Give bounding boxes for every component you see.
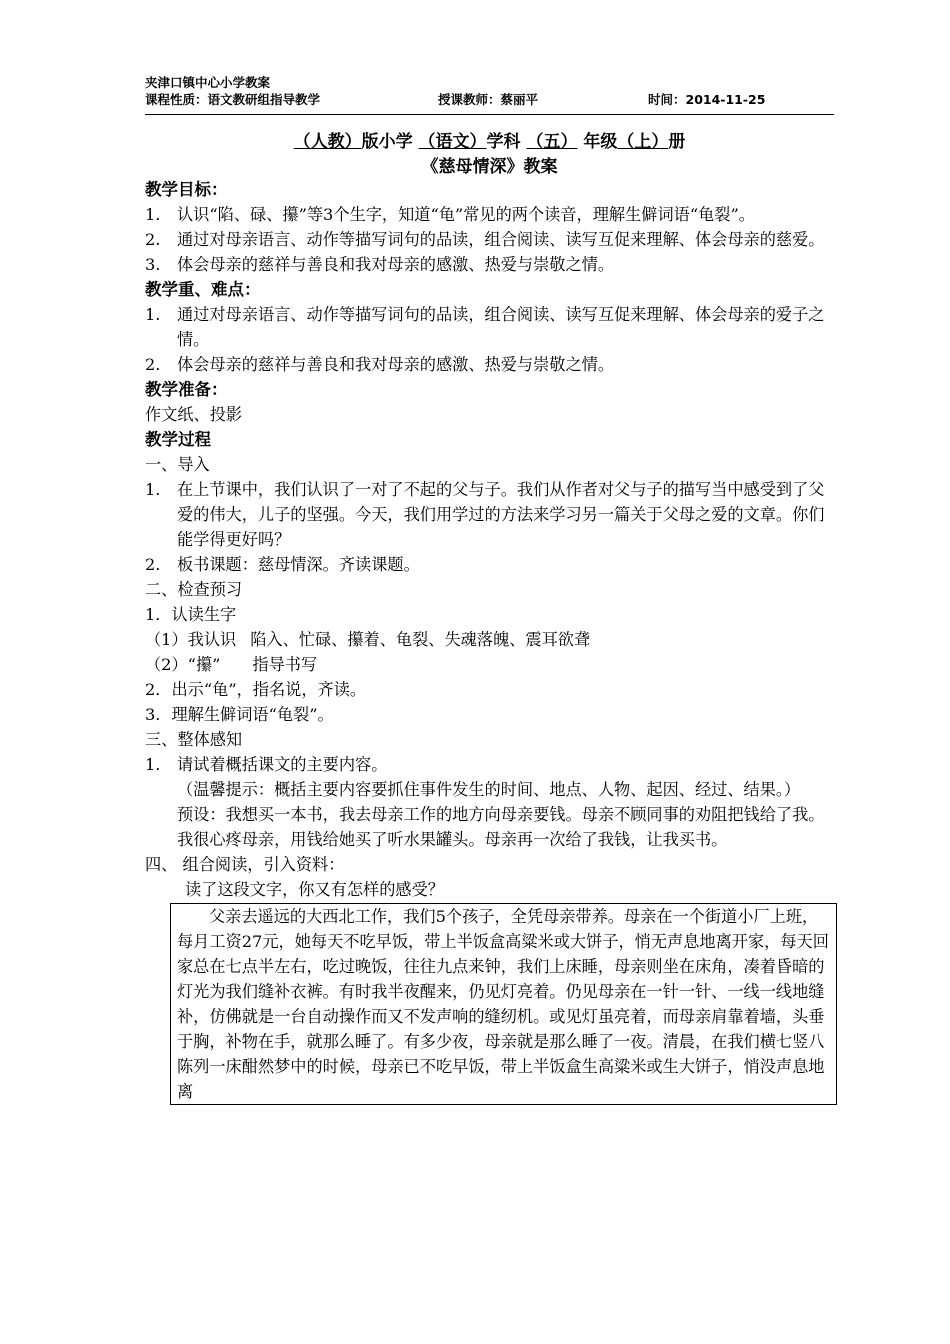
teacher-name: 授课教师：蔡丽平 <box>438 92 539 107</box>
preparation-text: 作文纸、投影 <box>145 405 243 424</box>
course-nature: 课程性质：语文教研组指导教学 <box>145 92 321 107</box>
preview-sub-2: 2．出示“龟”，指名说，齐读。 <box>145 680 367 699</box>
goal-item: 2. 通过对母亲语言、动作等描写词句的品读，组合阅读、读写互促来理解、体会母亲的慈爱。 <box>145 230 825 249</box>
overview-tip: （温馨提示：概括主要内容要抓住事件发生的时间、地点、人物、起因、经过、结果。） <box>177 780 801 799</box>
key-point-item: 1. 通过对母亲语言、动作等描写词句的品读，组合阅读、读写互促来理解、体会母亲的爱子之情。 <box>145 305 825 349</box>
goal-item: 3. 体会母亲的慈祥与善良和我对母亲的感激、热爱与崇敬之情。 <box>145 255 615 274</box>
reading-excerpt-box: 父亲去遥远的大西北工作，我们5个孩子，全凭母亲带养。母亲在一个街道小厂上班，每月工资27元，她每天不吃早饭，带上半饭盒高粱米或大饼子，悄无声息地离开家，每天回家总在七点半左右，吃过晚饭，往往九点来钟，我们上床睡，母亲则坐在床角，凑着昏暗的灯光为我们缝补衣裤。有时我半夜醒来，仍见灯亮着。仍见母亲在一针一针、一线一线地缝补，仿佛就是一台自动操作而又不发声响的缝纫机。或见灯虽亮着，而母亲肩靠着墙，头垂于胸，补物在手，就那么睡了。有多少夜，母亲就是那么睡了一夜。清晨，在我们横七竖八陈列一床酣然梦中的时候，母亲已不吃早饭，带上半饭盒生高粱米或生大饼子，悄没声息地离 <box>170 903 837 1105</box>
lesson-title: 《慈母情深》教案 <box>421 157 558 177</box>
header-divider <box>145 114 834 115</box>
grade-field: （五） <box>526 132 578 152</box>
key-point-item: 2. 体会母亲的慈祥与善良和我对母亲的感激、热爱与崇敬之情。 <box>145 355 615 374</box>
section-intro-title: 一、导入 <box>145 455 210 474</box>
subject-field: （语文） <box>418 132 487 152</box>
title-text-school: 版小学 <box>361 132 413 152</box>
intro-item: 2. 板书课题：慈母情深。齐读课题。 <box>145 555 420 574</box>
preview-sub-1: 1．认读生字 <box>145 605 237 624</box>
key-points-heading: 教学重、难点： <box>145 280 261 299</box>
goal-item: 1. 认识“陷、碌、攥”等3个生字，知道“龟”常见的两个读音，理解生僻词语“龟裂”。 <box>145 205 755 224</box>
process-heading: 教学过程 <box>145 430 211 449</box>
overview-preset: 预设：我想买一本书，我去母亲工作的地方向母亲要钱。母亲不顾同事的劝阻把钱给了我。我很心疼母亲，用钱给她买了听水果罐头。母亲再一次给了我钱，让我买书。 <box>177 805 825 849</box>
publisher-field: （人教） <box>293 132 362 152</box>
overview-item: 1. 请试着概括课文的主要内容。 <box>145 755 388 774</box>
title-text-subject: 学科 <box>486 132 521 152</box>
document-title <box>145 127 834 152</box>
section-preview-title: 二、检查预习 <box>145 580 243 599</box>
preview-row-2: （2）“攥” 指导书写 <box>145 655 318 674</box>
preview-sub-3: 3．理解生僻词语“龟裂”。 <box>145 705 334 724</box>
title-text-volume: 册 <box>668 132 686 152</box>
volume-field: （上） <box>617 132 669 152</box>
title-text-grade: 年级 <box>583 132 618 152</box>
preparation-heading: 教学准备： <box>145 380 228 399</box>
school-name: 夹津口镇中心小学教案 <box>145 75 271 90</box>
section-reading-title: 四、 组合阅读，引入资料： <box>145 855 345 874</box>
goals-heading: 教学目标： <box>145 180 228 199</box>
reading-prompt: 读了这段文字，你又有怎样的感受？ <box>185 880 444 899</box>
lesson-date: 时间：2014-11-25 <box>648 92 766 107</box>
intro-item: 1. 在上节课中，我们认识了一对了不起的父与子。我们从作者对父与子的描写当中感受到了父爱的伟大，儿子的坚强。今天，我们用学过的方法来学习另一篇关于父母之爱的文章。你们能学得更好吗？ <box>145 480 825 549</box>
section-overview-title: 三、整体感知 <box>145 730 243 749</box>
preview-row-1: （1）我认识 陷入、忙碌、攥着、龟裂、失魂落魄、震耳欲聋 <box>145 630 591 649</box>
document-body <box>145 177 837 1105</box>
